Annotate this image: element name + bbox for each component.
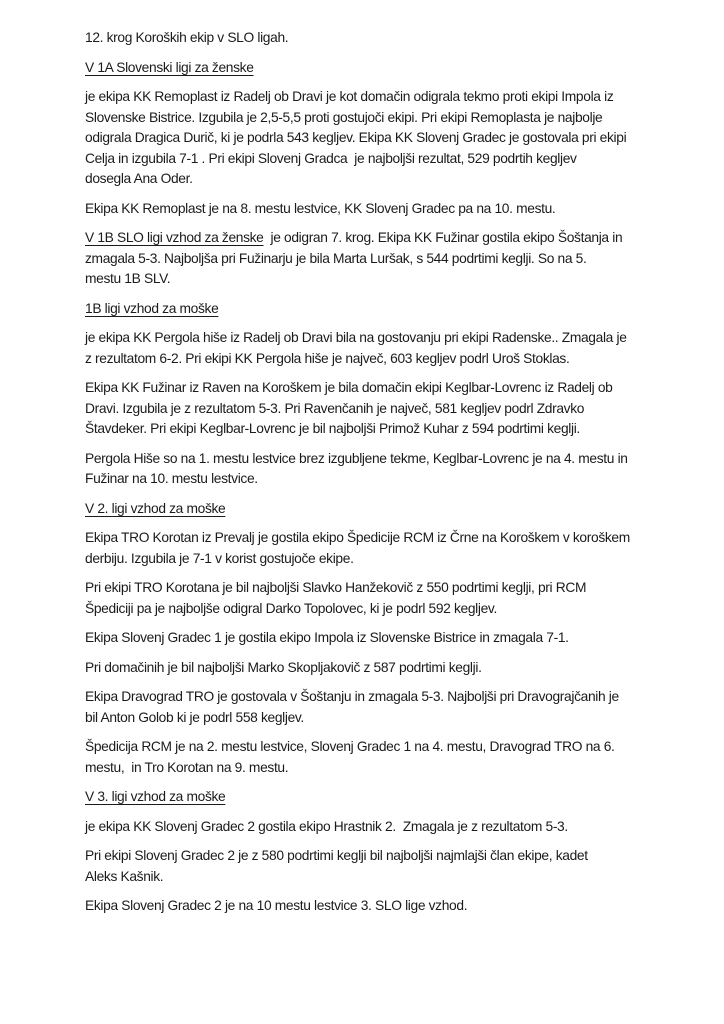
paragraph bbox=[85, 528, 654, 569]
text-line: dosegla Ana Oder. bbox=[85, 171, 193, 186]
heading-underlined-text: V 1A Slovenski ligi za ženske bbox=[85, 59, 254, 75]
text-line: odigrala Dragica Durič, ki je podrla 543 kegljev. Ekipa KK Slovenj Gradec je gostovala pri ekipi bbox=[85, 130, 627, 145]
text-line: Ekipa KK Remoplast je na 8. mestu lestvice, KK Slovenj Gradec pa na 10. mestu. bbox=[85, 200, 556, 216]
text-line: Ekipa KK Fužinar iz Raven na Koroškem je bila domačin ekipi Keglbar-Lovrenc iz Radelj ob bbox=[85, 380, 613, 395]
text-line: Pri domačinih je bil najboljši Marko Skopljakovič z 587 podrtimi keglji. bbox=[85, 659, 482, 675]
text-line: 12. krog Koroških ekip v SLO ligah. bbox=[85, 30, 289, 45]
section-1b-women bbox=[85, 228, 654, 290]
paragraph bbox=[85, 378, 654, 440]
paragraph bbox=[85, 328, 654, 369]
text-line: Ekipa TRO Korotan iz Prevalj je gostila ekipo Špedicije RCM iz Črne na Koroškem v koroškem bbox=[85, 530, 630, 545]
paragraph bbox=[85, 658, 654, 679]
paragraph bbox=[85, 896, 654, 917]
heading-rest-text: je odigran 7. krog. Ekipa KK Fužinar gostila ekipo Šoštanja in bbox=[263, 230, 623, 245]
text-line: Špediciji pa je najboljše odigral Darko Topolovec, ki je podrl 592 kegljev. bbox=[85, 600, 497, 616]
text-line: mestu 1B SLV. bbox=[85, 271, 171, 286]
text-line: mestu, in Tro Korotan na 9. mestu. bbox=[85, 759, 289, 775]
paragraph bbox=[85, 578, 654, 619]
paragraph bbox=[85, 817, 654, 838]
text-line: Ekipa Dravograd TRO je gostovala v Šoštanju in zmagala 5-3. Najboljši pri Dravograjčanih je bbox=[85, 689, 619, 704]
section-heading-1a-women bbox=[85, 58, 654, 79]
text-line bbox=[85, 299, 654, 320]
text-line: derbiju. Izgubila je 7-1 v korist gostujoče ekipe. bbox=[85, 550, 354, 566]
paragraph bbox=[85, 737, 654, 778]
paragraph bbox=[85, 846, 654, 887]
text-line: Ekipa Slovenj Gradec 1 je gostila ekipo Impola iz Slovenske Bistrice in zmagala 7-1. bbox=[85, 630, 569, 645]
paragraph bbox=[85, 449, 654, 490]
section-heading-1b-men bbox=[85, 299, 654, 320]
text-line: Ekipa Slovenj Gradec 2 je na 10 mestu lestvice 3. SLO lige vzhod. bbox=[85, 898, 468, 913]
paragraph bbox=[85, 687, 654, 728]
heading-underlined-text: 1B ligi vzhod za moške bbox=[85, 300, 219, 316]
text-line: Dravi. Izgubila je z rezultatom 5-3. Pri Ravenčanih je največ, 581 kegljev podrl Zdravko bbox=[85, 400, 585, 416]
heading-underlined-text: V 1B SLO ligi vzhod za ženske bbox=[85, 230, 264, 245]
text-line: je ekipa KK Remoplast iz Radelj ob Dravi je kot domačin odigrala tekmo proti ekipi Impola iz bbox=[85, 89, 614, 104]
text-line: Aleks Kašnik. bbox=[85, 868, 164, 884]
text-line bbox=[85, 787, 654, 808]
text-line: Pri ekipi Slovenj Gradec 2 je z 580 podrtimi keglji bil najboljši najmlajši član ekipe, kadet bbox=[85, 848, 588, 863]
section-heading-2-league-men bbox=[85, 499, 654, 520]
text-line: Slovenske Bistrice. Izgubila je 2,5-5,5 proti gostujoči ekipi. Pri ekipi Remoplasta je najbolje bbox=[85, 109, 603, 125]
text-line bbox=[85, 228, 654, 249]
paragraph bbox=[85, 199, 654, 220]
text-line: Celja in izgubila 7-1 . Pri ekipi Slovenj Gradca je najboljši rezultat, 529 podrtih kegljev bbox=[85, 150, 577, 166]
heading-underlined-text: V 3. ligi vzhod za moške bbox=[85, 789, 226, 804]
paragraph bbox=[85, 628, 654, 649]
heading-underlined-text: V 2. ligi vzhod za moške bbox=[85, 500, 226, 516]
text-line: je ekipa KK Pergola hiše iz Radelj ob Dravi bila na gostovanju pri ekipi Radenske.. Zmagala je bbox=[85, 330, 627, 345]
text-line: Pergola Hiše so na 1. mestu lestvice brez izgubljene tekme, Keglbar-Lovrenc je na 4. mestu in bbox=[85, 450, 628, 466]
text-line: z rezultatom 6-2. Pri ekipi KK Pergola hiše je največ, 603 kegljev podrl Uroš Stoklas. bbox=[85, 350, 570, 366]
text-line: Pri ekipi TRO Korotana je bil najboljši Slavko Hanžekovič z 550 podrtimi keglji, pri RCM bbox=[85, 580, 587, 595]
section-heading-3-league-men bbox=[85, 787, 654, 808]
text-line: Špedicija RCM je na 2. mestu lestvice, Slovenj Gradec 1 na 4. mestu, Dravograd TRO na 6. bbox=[85, 739, 615, 754]
paragraph bbox=[85, 87, 654, 190]
text-line: zmagala 5-3. Najboljša pri Fužinarju je bila Marta Luršak, s 544 podrtimi keglji. So na 5. bbox=[85, 250, 587, 266]
text-line: Fužinar na 10. mestu lestvice. bbox=[85, 471, 258, 486]
text-line bbox=[85, 499, 654, 520]
text-line: je ekipa KK Slovenj Gradec 2 gostila ekipo Hrastnik 2. Zmagala je z rezultatom 5-3. bbox=[85, 818, 568, 834]
text-line: Štavdeker. Pri ekipi Keglbar-Lovrenc je bil najboljši Primož Kuhar z 594 podrtimi keglji. bbox=[85, 421, 580, 436]
text-line: bil Anton Golob ki je podrl 558 kegljev. bbox=[85, 709, 304, 725]
text-line bbox=[85, 58, 654, 79]
intro-line bbox=[85, 28, 654, 49]
